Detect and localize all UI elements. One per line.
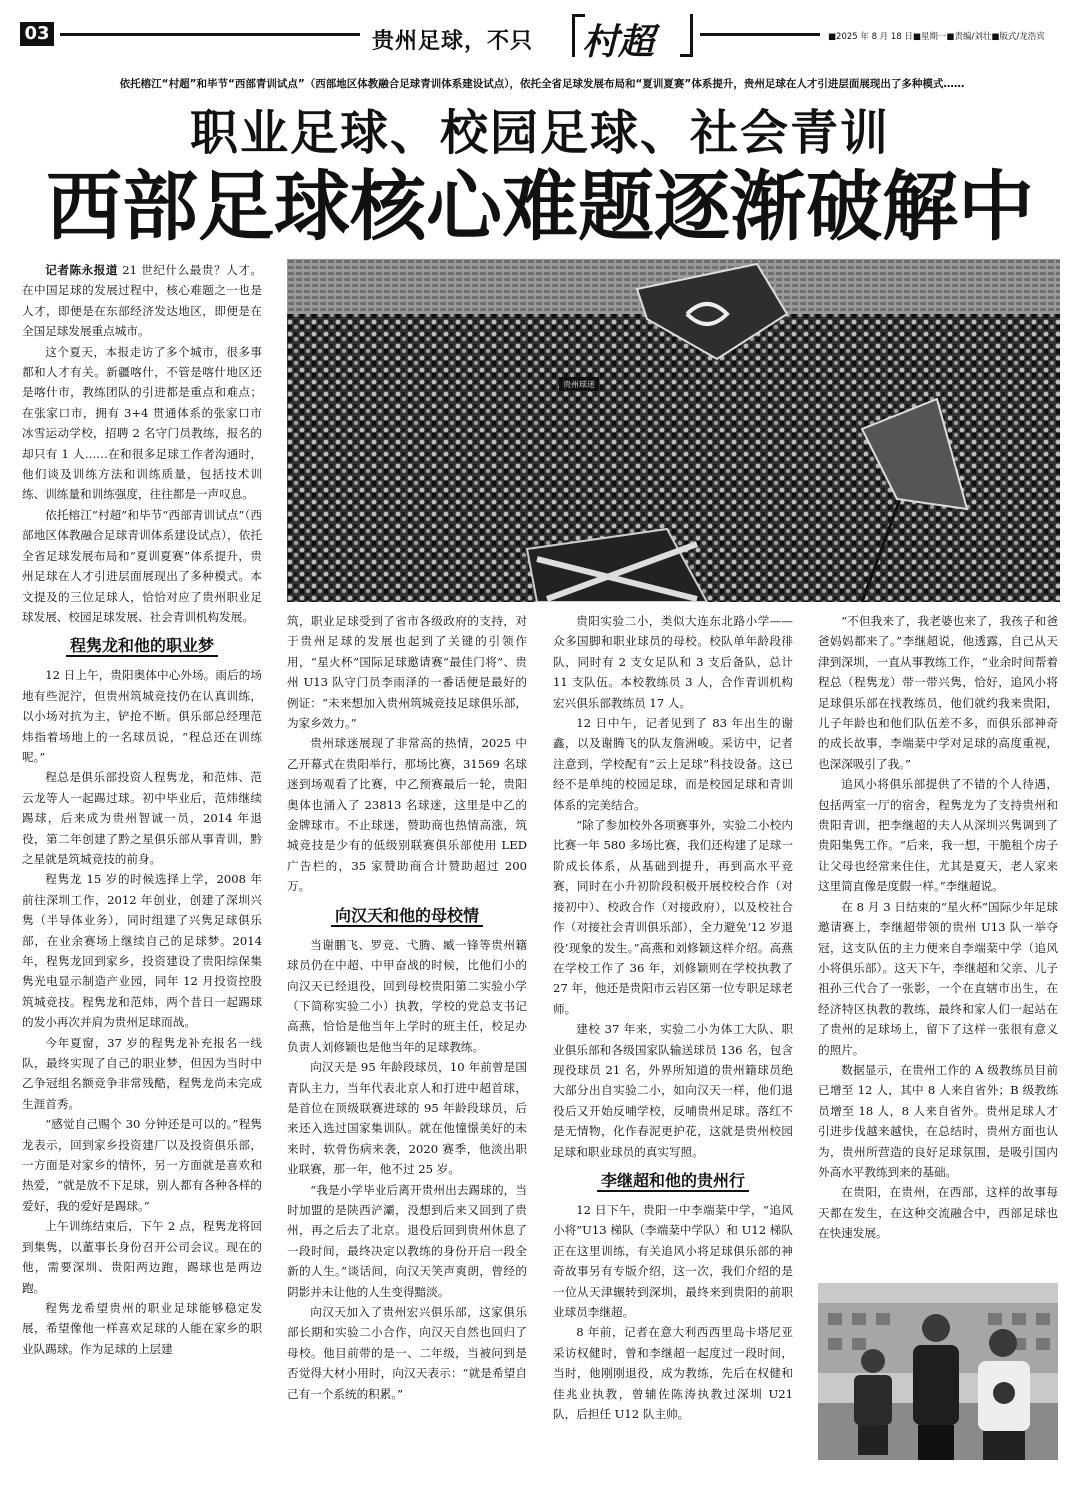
section-title: 贵州足球，不只: [372, 29, 534, 54]
column-4: [818, 611, 1058, 1244]
page-number: 03: [20, 22, 54, 46]
column-1: [22, 260, 262, 1359]
paragraph: 当谢鹏飞、罗竞、弋腾、臧一锋等贵州籍球员仍在中超、中甲奋战的时候，比他们小的向汉天已经退役，回到母校贵阳第二实验小学（下简称实验二小）执教，学校的党总支书记高燕，恰恰是他当年上学时的班主任，校足办负责人刘修颖也是他当年的足球教练。: [287, 937, 527, 1054]
subhead-xiang: 向汉天和他的母校情: [287, 903, 527, 929]
paragraph: 12 日中午，记者见到了 83 年出生的谢鑫，以及谢腾飞的队友詹洲峻。采访中，记者注意到，学校配有“云上足球”科技设备。这已经不是单纯的校园足球，而是校园足球和青训体系的完美结合。: [553, 716, 793, 812]
paragraph: 这个夏天，本报走访了多个城市，很多事都和人才有关。新疆喀什，不管是喀什地区还是喀什市，教练团队的引进都是重点和难点；在张家口市，拥有 3+4 贯通体系的张家口市冰雪运动学校，招聘 2 名守门员教练，报名的却只有 1 人……在和很多足球工作者沟通时，他们谈及训练方法和训练质量，包括技术训练、训练量和训练强度，往往都是一声叹息。: [22, 344, 262, 502]
paragraph: “除了参加校外各项赛事外，实验二小校内比赛一年 580 多场比赛，我们还构建了足球一阶成长体系，从基础到提升，再到高水平竞赛，同时在小升初阶段积极开展校校合作（对接初中）、校政合作（对接政府），以及校社合作（对接社会青训俱乐部），全力避免‘12 岁退役’现象的发生。”高燕和刘修颖这样介绍。高燕在学校工作了 36 年，刘修颖则在学校执教了 27 年，他还是贵阳市云岩区第一位专职足球老师。: [553, 818, 793, 1016]
header-rule-right: [700, 33, 820, 36]
subhead-cheng: 程隽龙和他的职业梦: [22, 633, 262, 659]
paragraph: 在贵阳，在贵州，在西部，这样的故事每天都在发生，在这种交流融合中，西部足球也在快速发展。: [818, 1185, 1058, 1241]
paragraph: 12 日下午，贵阳一中李端棻中学，“追风小将”U13 梯队（李端棻中学队）和 U12 梯队正在这里训练，有关追风小将足球俱乐部的神奇故事另有专版介绍，这一次，我们介绍的是一位从天津辗转到深圳，最终来到贵阳的前职业球员李继超。: [553, 1202, 793, 1319]
paragraph: 追风小将俱乐部提供了不错的个人待遇，包括两室一厅的宿舍，程隽龙为了支持贵州和贵阳青训，把李继超的夫人从深圳兴隽调到了贵阳集隽工作。“后来，我一想，干脆租个房子让父母也经常来住住，尤其是夏天，老人家来这里简直像是度假一样。”李继超说。: [818, 777, 1058, 894]
byline: 记者陈永报道: [45, 263, 118, 277]
lead-paragraph: [22, 260, 262, 342]
paragraph: “不但我来了，我老婆也来了，我孩子和爸爸妈妈都来了。”李继超说，他透露，自己从天津到深圳，一直从事教练工作，“业余时间帮着程总（程隽龙）带一带兴隽，恰好，追风小将足球俱乐部在找教练员，他们就约我来贵阳，儿子年龄也和他们队伍差不多，而俱乐部神奇的成长故事，李端棻中学对足球的高度重视，也深深吸引了我。”: [818, 614, 1058, 771]
column-3: [553, 611, 793, 1424]
family-photo: [818, 1283, 1058, 1460]
paragraph: 数据显示，在贵州工作的 A 级教练员目前已增至 12 人，其中 8 人来自省外；B 级教练员增至 18 人，8 人来自省外。贵州足球人才引进步伐越来越快，在总结时，贵州方面也认为，贵州所营造的良好足球氛围，是吸引国内外高水平教练到来的基础。: [818, 1062, 1058, 1179]
paragraph: 今年夏窗，37 岁的程隽龙补充报名一线队，最终实现了自己的职业梦，但因为当时中乙争冠组名额竞争非常残酷，程隽龙尚未完成生涯首秀。: [22, 1035, 262, 1111]
bracket-right: [680, 14, 693, 57]
headline-1: 职业足球、校园足球、社会青训: [189, 105, 890, 161]
subhead-li: 李继超和他的贵州行: [553, 1168, 793, 1194]
header-rule-left: [60, 33, 360, 36]
deck: 依托榕江“村超”和毕节“西部青训试点”（西部地区体教融合足球青训体系建设试点），依托全省足球发展布局和“夏训夏赛”体系提升，贵州足球在人才引进层面展现出了多种模式……: [119, 78, 965, 90]
paragraph: 在 8 月 3 日结束的“星火杯”国际少年足球邀请赛上，李继超带领的贵州 U13 队一举夺冠，这支队伍的主力便来自李端棻中学（追风小将俱乐部）。这天下午，李继超和父亲、儿子祖孙三代合了一张影，一个在直辖市出生，在经济特区执教的教练，最终和家人们一起站在了贵州的足球场上，留下了这样一张很有意义的照片。: [818, 899, 1058, 1057]
paragraph: 程隽龙希望贵州的职业足球能够稳定发展，希望像他一样喜欢足球的人能在家乡的职业队踢球。作为足球的上层建: [22, 1300, 262, 1356]
paragraph: 贵州球迷展现了非常高的热情，2025 中乙开幕式在贵阳举行，那场比赛，31569 名球迷到场观看了比赛，中乙预赛最后一轮，贵阳奥体也涌入了 23813 名球迷，这里是中乙的金牌球市。不止球迷，赞助商也热情高涨，筑城竞技是少有的低级别联赛俱乐部使用 LED 广告栏的，35 家赞助商合计赞助超过 200 万。: [287, 736, 527, 894]
paragraph: 上午训练结束后，下午 2 点，程隽龙将回到集隽，以董事长身份召开公司会议。现在的他，需要深圳、贵阳两边跑，踢球也是两边跑。: [22, 1219, 262, 1295]
crowd-photo: [287, 259, 1060, 602]
paragraph: 12 日上午，贵阳奥体中心外场。雨后的场地有些泥泞，但贵州筑城竞技仍在认真训练，以小场对抗为主，铲抢不断。俱乐部总经理范炜指着场地上的一名球员说，“程总还在训练呢。”: [22, 668, 262, 764]
family-photo-graphic: [818, 1283, 1058, 1460]
paragraph: 依托榕江“村超”和毕节“西部青训试点”（西部地区体教融合足球青训体系建设试点），依托全省足球发展布局和“夏训夏赛”体系提升，贵州足球在人才引进层面展现出了多种模式。本文提及的三位足球人，恰恰对应了贵州职业足球发展、校园足球发展、社会青训机构发展。: [22, 507, 262, 624]
paragraph: 向汉天是 95 年龄段球员，10 年前曾是国青队主力，当年代表北京人和打进中超首球，是首位在顶级联赛进球的 95 年龄段球员，后来还入选过国家集训队。就在他憧憬美好的未来时，软骨伤病来袭，2020 赛季，他淡出职业联赛，那一年，他不过 25 岁。: [287, 1060, 527, 1177]
paragraph: “感觉自己赐个 30 分钟还是可以的。”程隽龙表示，回到家乡投资建厂以及投资俱乐部，一方面是对家乡的情怀，另一方面就是喜欢和热爱，“就是放不下足球，别人都有各种各样的爱好，我的爱好是踢球。”: [22, 1117, 262, 1213]
paragraph: “我是小学毕业后离开贵州出去踢球的，当时加盟的是陕西浐灞，没想到后来又回到了贵州，再之后去了北京。退役后回到贵州休息了一段时间，最终决定以教练的身份开启一段全新的人生。”谈话间，向汉天笑声爽朗，曾经的阴影并未让他的人生变得黯淡。: [287, 1182, 527, 1299]
paragraph: 8 年前，记者在意大利西西里岛卡塔尼亚采访权健时，曾和李继超一起度过一段时间，当时，他刚刚退役，成为教练，先后在权健和佳兆业执教，曾辅佐陈涛执教过深圳 U21 队，后担任 U12 队主帅。: [553, 1325, 793, 1422]
section-brand: 村超: [582, 21, 655, 63]
paragraph: 21 世纪什么最贵？人才。在中国足球的发展过程中，核心难题之一也是人才，即便是在东部经济发达地区，即便是在全国足球发展重点城市。: [22, 263, 262, 339]
headline-2: 西部足球核心难题逐渐破解中: [46, 162, 1034, 251]
paragraph: 向汉天加入了贵州宏兴俱乐部，这家俱乐部长期和实验二小合作，向汉天自然也回归了母校。他目前带的是一、二年级，当被问到是否觉得大材小用时，向汉天表示：“就是希望自己有一个系统的积累。”: [287, 1305, 527, 1401]
stand-banner-text: 贵州球迷: [563, 380, 595, 389]
crowd-photo-graphic: [287, 259, 1060, 602]
paragraph: 贵阳实验二小，类似大连东北路小学——众多国脚和职业球员的母校。校队单年龄段徘队，同时有 2 支女足队和 3 支后备队，总计 11 支队伍。本校教练员 3 人，合作青训机构宏兴俱乐部教练员 17 人。: [553, 614, 793, 710]
paragraph: 筑，职业足球受到了省市各级政府的支持，对于贵州足球的发展也起到了关键的引领作用，“星火杯”国际足球邀请赛“最佳门将”、贵州 U13 队守门员李雨泽的一番话便是最好的例证：“未来想加入贵州筑城竞技足球俱乐部，为家乡效力。”: [287, 614, 527, 731]
paragraph: 程隽龙 15 岁的时候选择上学，2008 年前往深圳工作，2012 年创业，创建了深圳兴隽（半导体业务），同时组建了兴隽足球俱乐部，在业余赛场上继续自己的足球梦。2014 年，程隽龙回到家乡，投资建设了贵阳综保集隽光电显示制造产业园，同年 12 月投资控股筑城竞技。程隽龙和范炜，两个昔日一起踢球的发小再次并肩为贵州足球而战。: [22, 872, 262, 1030]
issue-meta: ■2025 年 8 月 18 日■星期一■责编/刘壮■版式/龙浩宾: [828, 32, 1045, 42]
paragraph: 程总是俱乐部投资人程隽龙，和范炜、范云龙等人一起踢过球。初中毕业后，范炜继续踢球，后来成为贵州智诚一员，2014 年退役，第二年创建了黔之星俱乐部从事青训，黔之星就是筑城竞技的前身。: [22, 770, 262, 866]
column-2: [287, 611, 527, 1404]
paragraph: 建校 37 年来，实验二小为体工大队、职业俱乐部和各级国家队输送球员 136 名，包含现役球员 21 名，外界所知道的贵州籍球员绝大部分出自实验二小，如向汉天一样，他们退役后又开始反哺学校，反哺贵州足球。落红不是无情物，化作春泥更护花，这就是贵州校园足球和职业球员的真实写照。: [553, 1022, 793, 1159]
